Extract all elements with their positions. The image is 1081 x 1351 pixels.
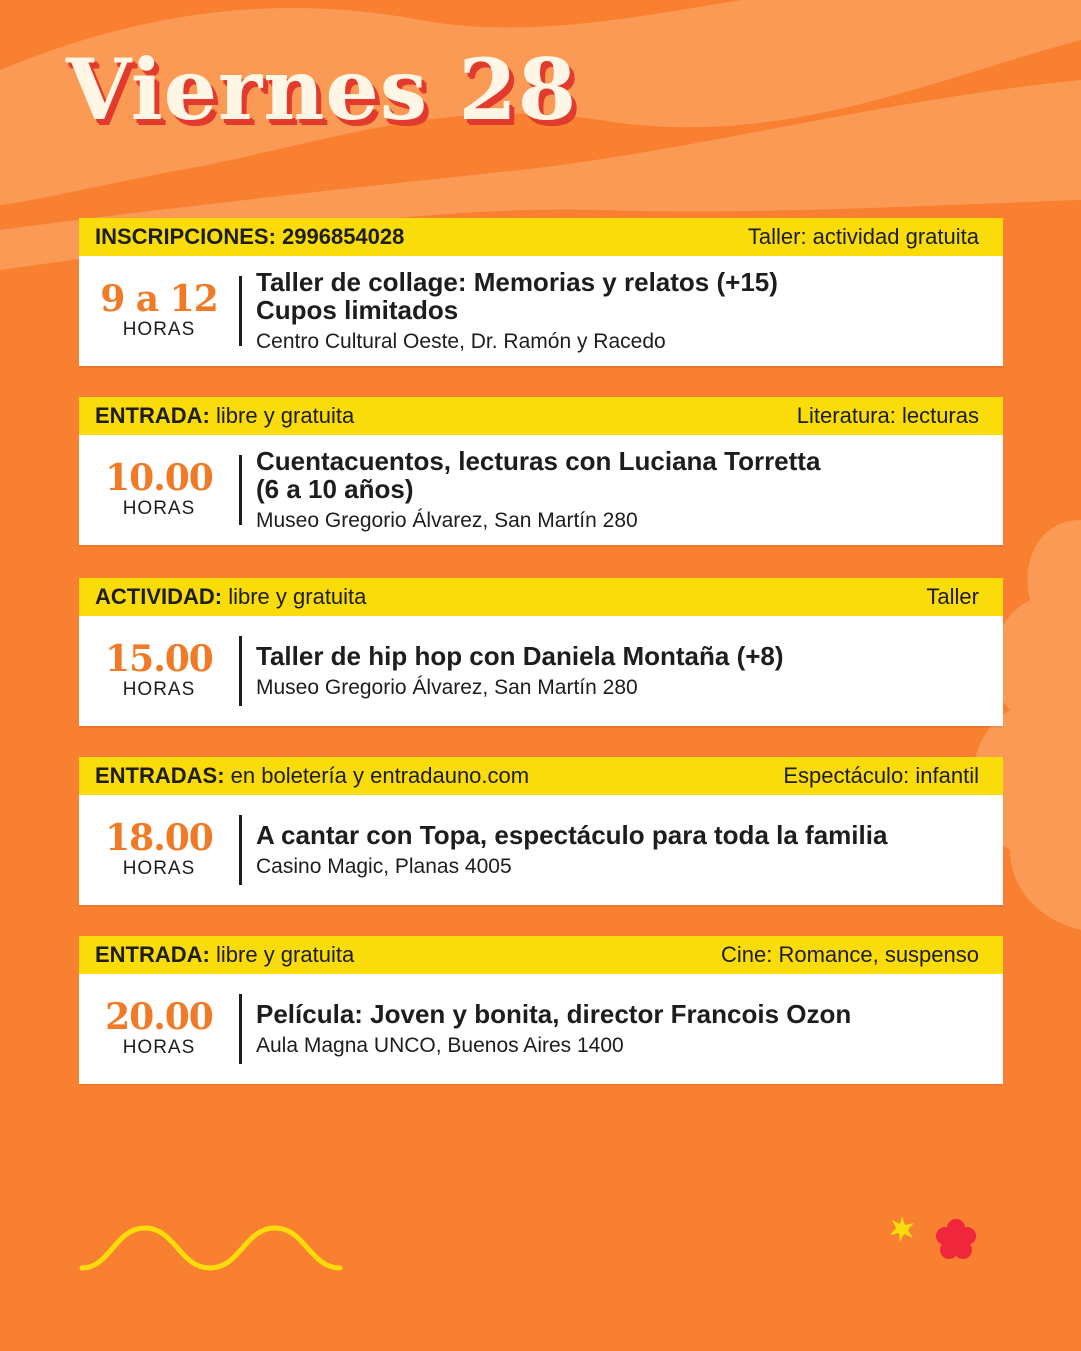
event-venue: Museo Gregorio Álvarez, San Martín 280 [256,508,638,532]
event-category: Literatura: lecturas [796,403,979,428]
event-access-info: ENTRADA: libre y gratuita [95,403,355,428]
event-access-info: ENTRADAS: en boletería y entradauno.com [95,763,530,788]
event-info [256,435,987,545]
event-body [79,435,1003,545]
event-card [79,578,1003,726]
divider [239,276,242,346]
event-body [79,974,1003,1084]
divider [239,455,242,525]
event-time [79,974,239,1084]
divider [239,815,242,885]
event-card [79,397,1003,545]
event-time [79,256,239,366]
event-venue: Museo Gregorio Álvarez, San Martín 280 [256,675,638,699]
event-time-value: 18.00 [105,817,213,859]
event-name: Cuentacuentos, lecturas con Luciana Torretta [256,445,821,476]
event-body [79,256,1003,366]
event-access-info: ENTRADA: libre y gratuita [95,942,355,967]
event-subtitle: Cupos limitados [256,294,459,325]
event-subtitle: (6 a 10 años) [256,473,414,504]
page-title: Viernes 28 [66,40,578,139]
event-category: Taller [926,584,979,609]
event-name: Taller de collage: Memorias y relatos (+15) [256,266,778,297]
flower-icon [936,1219,976,1259]
event-time-value: 15.00 [105,638,213,680]
event-info [256,974,987,1084]
event-time-value: 20.00 [105,996,213,1038]
event-venue: Casino Magic, Planas 4005 [256,854,512,878]
squiggle-line [82,1228,340,1268]
event-venue: Aula Magna UNCO, Buenos Aires 1400 [256,1033,624,1057]
event-header-bar [79,218,1003,256]
event-category: Cine: Romance, suspenso [720,942,979,967]
event-info [256,256,987,366]
event-header-bar [79,936,1003,974]
event-name: Película: Joven y bonita, director Francois Ozon [256,998,852,1029]
event-time-unit: HORAS [122,319,196,340]
event-category: Taller: actividad gratuita [747,224,979,249]
divider [239,994,242,1064]
event-name: Taller de hip hop con Daniela Montaña (+8) [256,640,784,671]
event-header-bar [79,757,1003,795]
event-name: A cantar con Topa, espectáculo para toda la familia [256,819,888,850]
event-info [256,795,987,905]
event-time-value: 9 a 12 [100,278,218,320]
event-info [256,616,987,726]
event-card [79,757,1003,905]
event-time-unit: HORAS [122,679,196,700]
event-time-unit: HORAS [122,1037,196,1058]
event-card [79,218,1003,366]
event-time-value: 10.00 [105,457,213,499]
event-body [79,795,1003,905]
event-time [79,435,239,545]
event-venue: Centro Cultural Oeste, Dr. Ramón y Racedo [256,329,666,353]
event-header-bar [79,578,1003,616]
event-body [79,616,1003,726]
event-time [79,795,239,905]
divider [239,636,242,706]
event-time-unit: HORAS [122,498,196,519]
event-access-info: ACTIVIDAD: libre y gratuita [95,584,367,609]
event-card [79,936,1003,1084]
event-category: Espectáculo: infantil [783,763,979,788]
event-time-unit: HORAS [122,858,196,879]
event-header-bar [79,397,1003,435]
star-icon [890,1216,914,1242]
event-access-info: INSCRIPCIONES: 2996854028 [95,224,405,249]
event-time [79,616,239,726]
